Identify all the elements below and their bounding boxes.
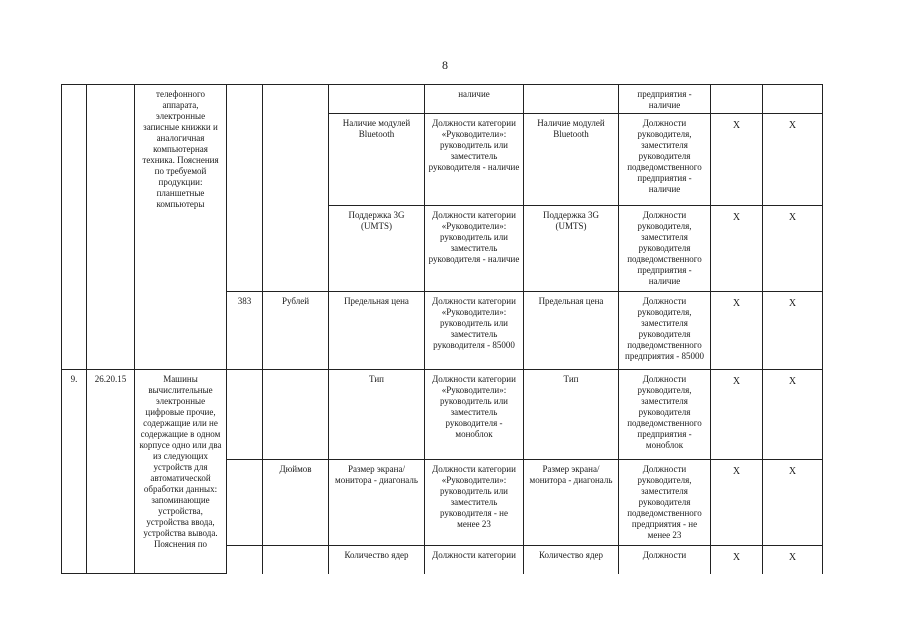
okei-unit-cell	[263, 370, 329, 460]
characteristic-cell: Предельная цена	[329, 292, 425, 370]
characteristic-cell: Наличие модулей Bluetooth	[329, 114, 425, 206]
mark-cell: X	[763, 460, 823, 546]
mark-cell: X	[711, 370, 763, 460]
value-cell: Должности категории «Руководители»: руководитель или заместитель руководителя - наличие	[425, 114, 524, 206]
okei-unit-cell: Рублей	[263, 292, 329, 370]
value-cell: предприятия - наличие	[619, 85, 711, 114]
characteristic-cell: Размер экрана/монитора - диагональ	[524, 460, 619, 546]
characteristic-cell	[329, 85, 425, 114]
okei-code-cell	[227, 370, 263, 460]
value-cell: Должности категории «Руководители»: руководитель или заместитель руководителя - наличие	[425, 206, 524, 292]
okei-code-cell	[227, 460, 263, 546]
okei-code-cell: 383	[227, 292, 263, 370]
characteristic-cell: Поддержка 3G (UMTS)	[329, 206, 425, 292]
okpd-code-cell	[87, 85, 135, 370]
mark-cell: X	[711, 114, 763, 206]
okei-code-cell	[227, 85, 263, 292]
characteristic-cell: Количество ядер	[524, 546, 619, 574]
okei-unit-cell	[263, 85, 329, 292]
value-cell: Должности руководителя, заместителя руководителя подведомственного предприятия - наличие	[619, 114, 711, 206]
page-number: 8	[442, 58, 448, 72]
characteristic-cell: Наличие модулей Bluetooth	[524, 114, 619, 206]
table-row	[62, 370, 823, 460]
mark-cell: X	[763, 546, 823, 574]
okei-unit-cell	[263, 546, 329, 574]
value-cell: Должности категории «Руководители»: руководитель или заместитель руководителя - не менее 23	[425, 460, 524, 546]
okpd-code-cell: 26.20.15	[87, 370, 135, 574]
value-cell: Должности категории «Руководители»: руководитель или заместитель руководителя - 85000	[425, 292, 524, 370]
row-number-cell: 9.	[62, 370, 87, 574]
product-description-cell: Машины вычислительные электронные цифровые прочие, содержащие или не содержащие в одном корпусе одно или два из следующих устройств для автоматической обработки данных: запоминающие устройства, устройства ввода, устройства вывода. Пояснения по	[135, 370, 227, 574]
characteristic-cell: Тип	[524, 370, 619, 460]
characteristic-cell	[524, 85, 619, 114]
mark-cell: X	[763, 370, 823, 460]
characteristic-cell: Тип	[329, 370, 425, 460]
okei-unit-cell: Дюймов	[263, 460, 329, 546]
mark-cell: X	[711, 206, 763, 292]
mark-cell: X	[763, 206, 823, 292]
value-cell: Должности руководителя, заместителя руководителя подведомственного предприятия - 85000	[619, 292, 711, 370]
characteristic-cell: Поддержка 3G (UMTS)	[524, 206, 619, 292]
mark-cell: X	[711, 292, 763, 370]
mark-cell: X	[763, 114, 823, 206]
characteristic-cell: Предельная цена	[524, 292, 619, 370]
okei-code-cell	[227, 546, 263, 574]
characteristics-table	[61, 84, 823, 574]
mark-cell: X	[763, 292, 823, 370]
value-cell: наличие	[425, 85, 524, 114]
value-cell: Должности категории «Руководители»: руководитель или заместитель руководителя - моноблок	[425, 370, 524, 460]
characteristic-cell: Количество ядер	[329, 546, 425, 574]
value-cell: Должности руководителя, заместителя руководителя подведомственного предприятия - моноблок	[619, 370, 711, 460]
mark-cell	[763, 85, 823, 114]
mark-cell: X	[711, 546, 763, 574]
characteristic-cell: Размер экрана/монитора - диагональ	[329, 460, 425, 546]
value-cell: Должности руководителя, заместителя руководителя подведомственного предприятия - наличие	[619, 206, 711, 292]
mark-cell: X	[711, 460, 763, 546]
value-cell: Должности	[619, 546, 711, 574]
product-description-cell: телефонного аппарата, электронные записные книжки и аналогичная компьютерная техника. Пояснения по требуемой продукции: планшетные компьютеры	[135, 85, 227, 370]
row-number-cell	[62, 85, 87, 370]
mark-cell	[711, 85, 763, 114]
value-cell: Должности руководителя, заместителя руководителя подведомственного предприятия - не менее 23	[619, 460, 711, 546]
value-cell: Должности категории	[425, 546, 524, 574]
table-row	[62, 85, 823, 114]
